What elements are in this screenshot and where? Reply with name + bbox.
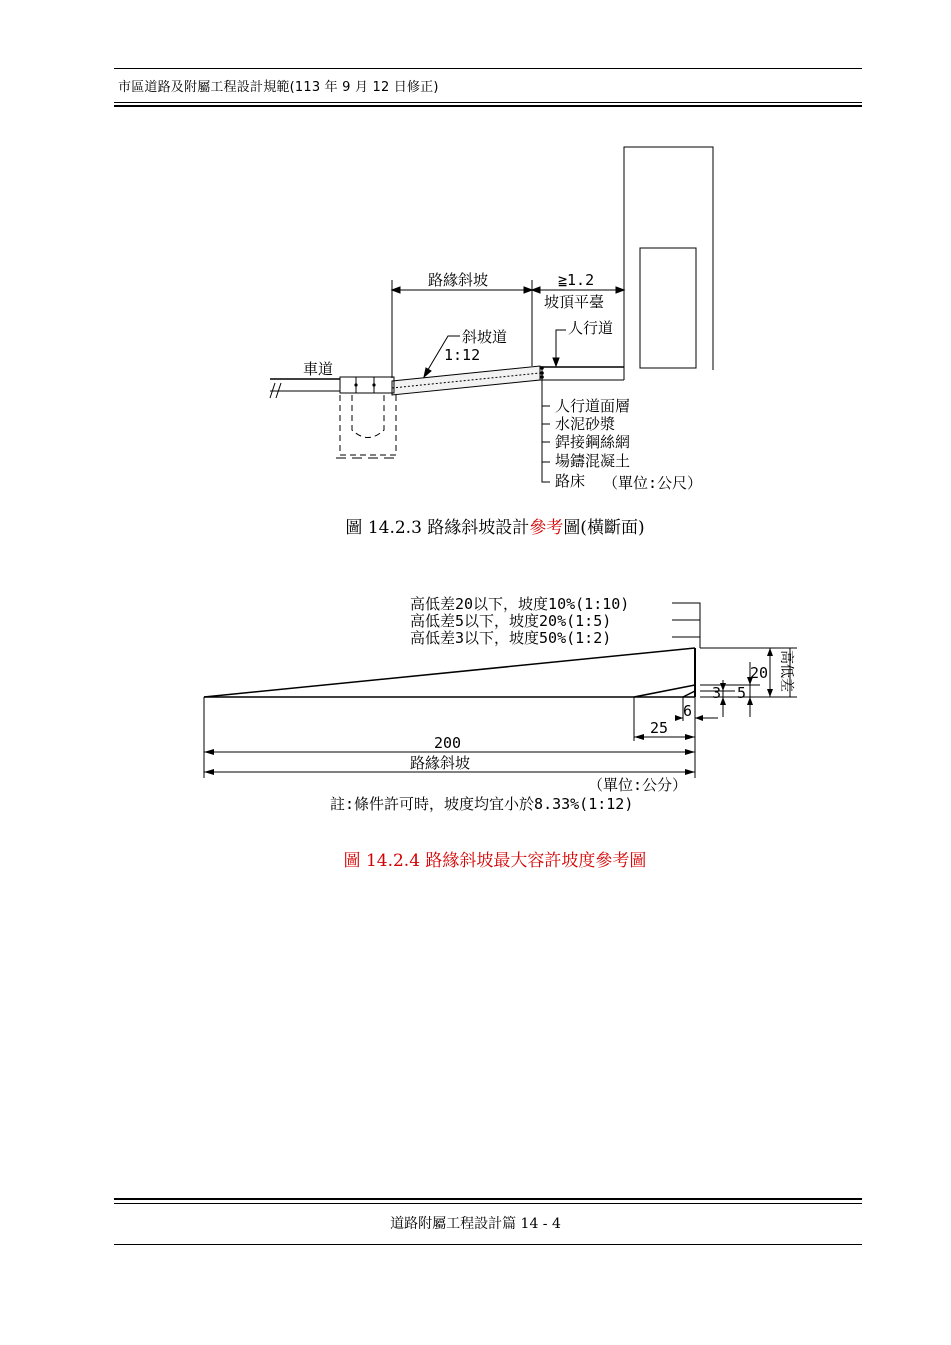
note-recommended: 註:條件許可時，坡度均宜小於8.33%(1:12)	[330, 795, 634, 813]
dim-3: 3	[712, 684, 722, 702]
label-ramp-zone-2: 路緣斜坡	[410, 754, 471, 772]
rule-2: 高低差5以下，坡度20%(1:5)	[410, 612, 612, 630]
slope-10pct	[204, 648, 695, 697]
footer-rule-top-thick	[114, 1198, 862, 1200]
dim-20: 20	[750, 664, 769, 682]
rule-3: 高低差3以下，坡度50%(1:2)	[410, 629, 612, 647]
label-height-diff: 高低差	[778, 650, 794, 692]
label-layer-concrete: 場鑄混凝土	[555, 452, 631, 470]
dim-5: 5	[737, 684, 747, 702]
label-ramp-zone: 路緣斜坡	[428, 271, 489, 289]
label-platform-width: ≧1.2	[558, 271, 595, 289]
label-sidewalk: 人行道	[568, 319, 614, 337]
dim-6: 6	[683, 702, 693, 720]
label-slope-ratio: 1:12	[444, 346, 481, 364]
label-layer-mortar: 水泥砂漿	[555, 415, 616, 433]
figure1-caption: 圖 14.2.3 路緣斜坡設計參考圖(橫斷面)	[345, 518, 645, 538]
label-unit-cm: （單位:公分）	[588, 776, 688, 794]
header-title: 市區道路及附屬工程設計規範(113 年 9 月 12 日修正)	[118, 80, 439, 95]
label-roadway: 車道	[303, 360, 334, 378]
footer-rule-bottom	[114, 1244, 862, 1245]
label-layer-surface: 人行道面層	[555, 397, 631, 415]
label-unit-m: （單位:公尺）	[603, 474, 703, 492]
footer-rule-top-thin	[114, 1203, 862, 1204]
slope-50pct	[683, 691, 695, 697]
footer-page-number: 道路附屬工程設計篇 14 - 4	[390, 1216, 561, 1232]
label-slope-path: 斜坡道	[462, 328, 508, 346]
label-layer-mesh: 銲接鋼絲網	[555, 433, 631, 451]
dim-200: 200	[434, 734, 462, 752]
label-layer-subgrade: 路床	[555, 472, 586, 490]
rule-1: 高低差20以下，坡度10%(1:10)	[410, 595, 630, 613]
figure2-caption: 圖 14.2.4 路緣斜坡最大容許坡度參考圖	[343, 851, 647, 871]
label-platform: 坡頂平臺	[544, 293, 605, 311]
dim-25: 25	[650, 719, 669, 737]
